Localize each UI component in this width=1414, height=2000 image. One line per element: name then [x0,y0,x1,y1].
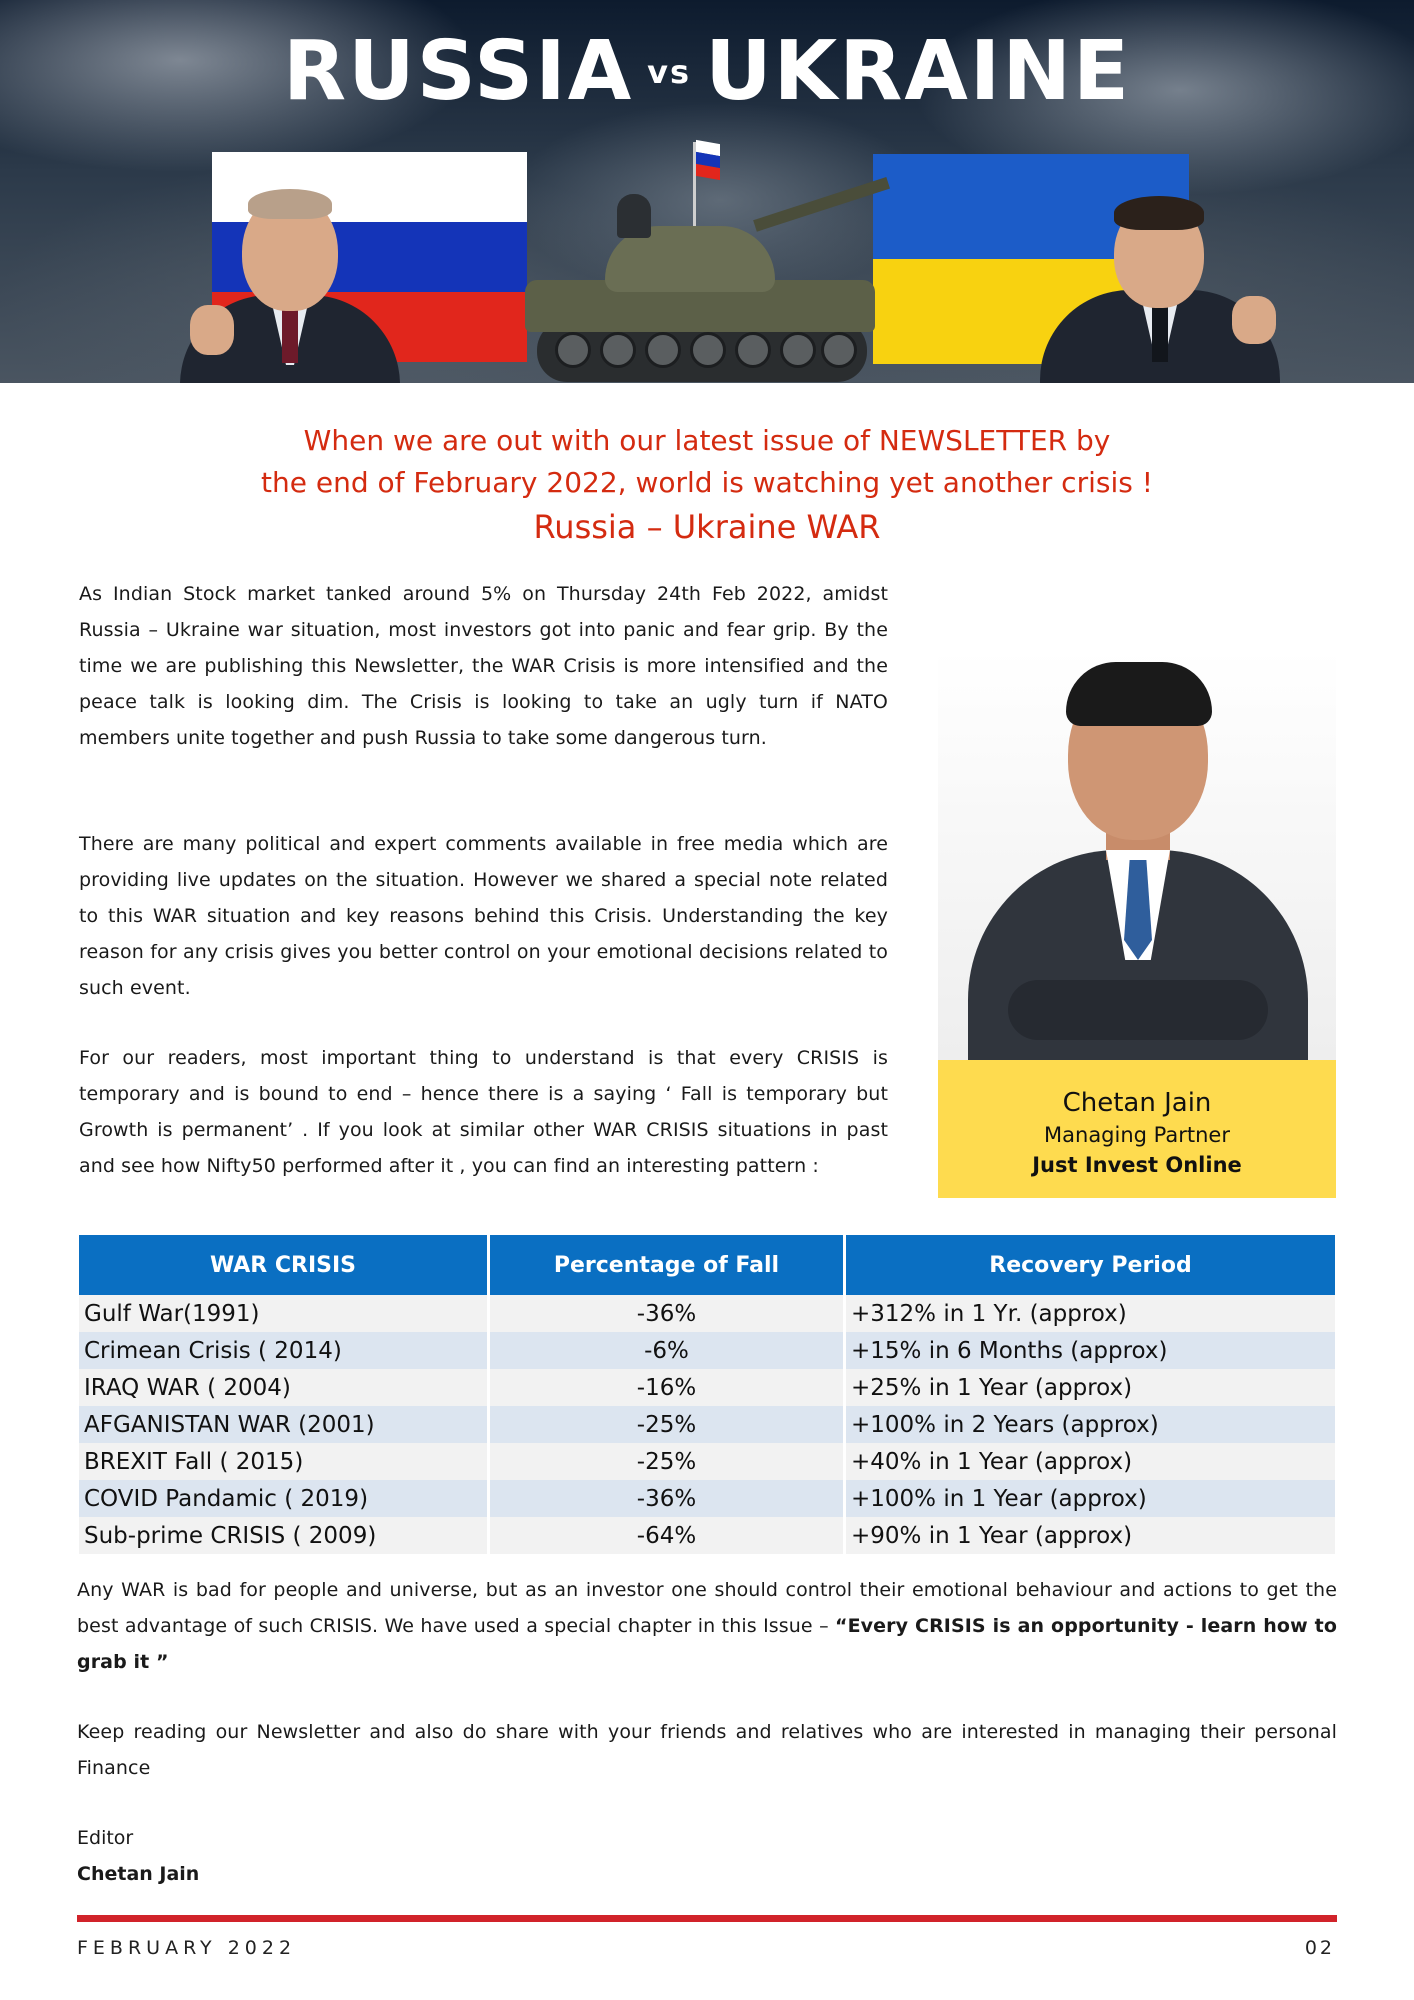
cell-fall: -16% [490,1369,846,1406]
cell-fall: -6% [490,1332,846,1369]
cell-fall: -25% [490,1406,846,1443]
hero-title-russia: RUSSIA [283,24,634,119]
cell-fall: -25% [490,1443,846,1480]
footer-page-number: 02 [1304,1937,1335,1959]
hero-title [0,24,1414,119]
editor-profile-card [938,650,1336,1198]
table-row [79,1332,1335,1369]
cell-fall: -36% [490,1480,846,1517]
profile-role: Managing Partner [1044,1123,1230,1147]
cell-crisis: IRAQ WAR ( 2004) [79,1369,490,1406]
cell-crisis: Crimean Crisis ( 2014) [79,1332,490,1369]
table-row [79,1443,1335,1480]
editor-label: Editor [77,1827,134,1849]
paragraph-keep-reading: Keep reading our Newsletter and also do share with your friends and relatives who are interested in managing their personal Finance [77,1721,1337,1779]
footer-issue-date: FEBRUARY 2022 [77,1937,297,1959]
header-percentage-of-fall: Percentage of Fall [490,1235,846,1295]
cell-recovery: +312% in 1 Yr. (approx) [846,1295,1335,1332]
tank-illustration [525,180,875,383]
cell-crisis: AFGANISTAN WAR (2001) [79,1406,490,1443]
footer-rule [77,1915,1337,1922]
intro-heading [100,420,1314,550]
chapter-title-highlight: “Every CRISIS is an opportunity - learn how to grab it ” [77,1615,1337,1673]
intro-war-title: Russia – Ukraine WAR [533,508,881,546]
profile-name: Chetan Jain [1062,1088,1212,1118]
table-header-row [79,1235,1335,1295]
cell-recovery: +90% in 1 Year (approx) [846,1517,1335,1554]
cell-recovery: +100% in 1 Year (approx) [846,1480,1335,1517]
editor-name-box [938,1060,1336,1198]
table-row [79,1480,1335,1517]
paragraph-political-comments: There are many political and expert comments available in free media which are providing live updates on the situation. However we shared a special note related to this WAR situation and key reasons behind this Crisis. Understanding the key reason for any crisis gives you better control on your emotional decisions related to such event. [79,833,888,999]
header-war-crisis: WAR CRISIS [79,1235,490,1295]
editor-signature-name: Chetan Jain [77,1863,200,1885]
paragraph-any-war-is-bad [77,1572,1337,1680]
paragraph-crisis-temporary: For our readers, most important thing to understand is that every CRISIS is temporary and is bound to end – hence there is a saying ‘ Fall is temporary but Growth is permanent’ . If you look at similar other WAR CRISIS situations in past and see how Nifty50 performed after it , you can find an interesting pattern : [79,1047,888,1177]
cell-crisis: BREXIT Fall ( 2015) [79,1443,490,1480]
cell-recovery: +40% in 1 Year (approx) [846,1443,1335,1480]
cell-fall: -36% [490,1295,846,1332]
hero-title-ukraine: UKRAINE [705,24,1131,119]
intro-line-1: When we are out with our latest issue of NEWSLETTER by [303,424,1111,457]
cell-recovery: +25% in 1 Year (approx) [846,1369,1335,1406]
table-row [79,1369,1335,1406]
war-crisis-table [79,1235,1335,1554]
cell-recovery: +15% in 6 Months (approx) [846,1332,1335,1369]
paragraph-market-tanked: As Indian Stock market tanked around 5% on Thursday 24th Feb 2022, amidst Russia – Ukraine war situation, most investors got into panic and fear grip. By the time we are publishing this Newsletter, the WAR Crisis is more intensified and the peace talk is looking dim. The Crisis is looking to take an ugly turn if NATO members unite together and push Russia to take some dangerous turn. [79,583,888,749]
ukrainian-leader-photo [1010,200,1300,383]
table-row [79,1406,1335,1443]
profile-company: Just Invest Online [1032,1153,1242,1177]
hero-banner [0,0,1414,383]
paragraph-any-war-text: Any WAR is bad for people and universe, but as an investor one should control their emotional behaviour and actions to get the best advantage of such CRISIS. We have used a special chapter in this Issue – [77,1579,1337,1637]
russian-leader-photo [170,185,410,383]
table-row [79,1517,1335,1554]
table-row [79,1295,1335,1332]
header-recovery-period: Recovery Period [846,1235,1335,1295]
cell-crisis: Sub-prime CRISIS ( 2009) [79,1517,490,1554]
cell-fall: -64% [490,1517,846,1554]
cell-recovery: +100% in 2 Years (approx) [846,1406,1335,1443]
editor-photo [938,650,1336,1060]
cell-crisis: COVID Pandamic ( 2019) [79,1480,490,1517]
cell-crisis: Gulf War(1991) [79,1295,490,1332]
hero-title-vs: vs [647,52,692,91]
intro-line-2: the end of February 2022, world is watching yet another crisis ! [261,466,1153,499]
